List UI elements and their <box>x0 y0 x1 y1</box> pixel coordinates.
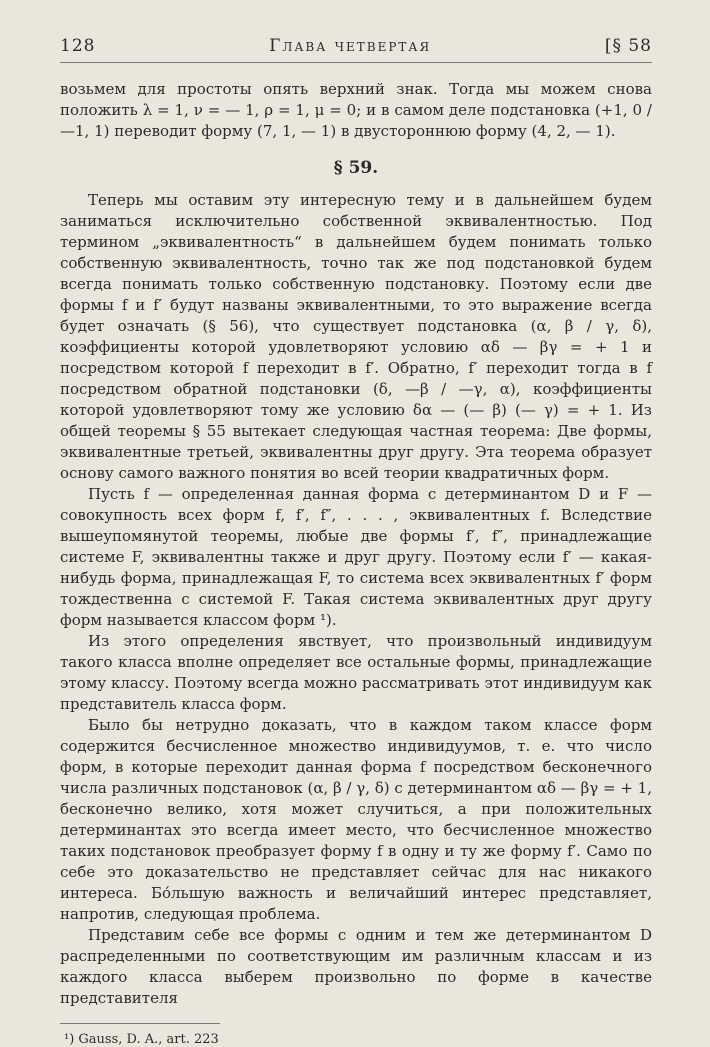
page-number: 128 <box>60 36 96 56</box>
footnote: ¹) Gauss, D. A., art. 223 <box>64 1032 219 1047</box>
paragraph-problem: Представим себе все формы с одним и тем же детерминантом D распределенными по соответствующим им различным классам и из каждого класса выберем произвольно по форме в качестве представителя <box>60 926 652 1007</box>
paragraph-equivalence: Теперь мы оставим эту интересную тему и в дальнейшем будем заниматься исключительно собственной эквивалентностью. Под термином „эквивалентность“ в дальнейшем будем понимать только собственную эквивалентность, точно так же под подстановкой будем всегда понимать только собственную подстановку. Поэтому если две формы f и f′ будут названы эквивалентными, то это выражение всегда будет означать (§ 56), что существует подстановка (α, β / γ, δ), коэффициенты которой удовлетворяют условию αδ — βγ = + 1 и посредством которой f переходит в f′. Обратно, f′ переходит тогда в f посредством обратной подстановки (δ, —β / —γ, α), коэффициенты которой удовлетворяют тому же условию δα — (— β) (— γ) = + 1. Из общей теоремы § 55 вытекает следующая частная теорема: Две формы, эквивалентные третьей, эквивалентны друг другу. Эта теорема образует основу самого важного понятия во всей теории квадратичных форм. <box>60 191 652 482</box>
paragraph-class-definition: Пусть f — определенная данная форма с детерминантом D и F — совокупность всех форм f, f′, f″, . . . , эквивалентных f. Вследствие вышеупомянутой теоремы, любые две формы f′, f″, принадлежащие системе F, эквивалентны также и друг другу. Поэтому если f′ — какая-нибудь форма, принадлежащая F, то система всех эквивалентных f′ форм тождественна с системой F. Такая система эквивалентных друг другу форм называется классом форм ¹). <box>60 485 652 629</box>
section-reference: [§ 58 <box>604 36 652 56</box>
section-heading: § 59. <box>333 158 379 178</box>
page-header <box>60 36 652 63</box>
paragraph-continuation: возьмем для простоты опять верхний знак. Тогда мы можем снова положить λ = 1, ν = — 1, ρ = 1, μ = 0; и в самом деле подстановка (+1, 0 / —1, 1) переводит форму (7, 1, — 1) в двустороннюю форму (4, 2, — 1). <box>60 80 652 140</box>
chapter-title: Глава четвертая <box>269 36 432 56</box>
paragraph-representative: Из этого определения явствует, что произвольный индивидуум такого класса вполне определяет все остальные формы, принадлежащие этому классу. Поэтому всегда можно рассматривать этот индивидуум как представитель класса форм. <box>60 632 652 713</box>
footnote-divider <box>60 1023 220 1024</box>
paragraph-infinite-forms: Было бы нетрудно доказать, что в каждом таком классе форм содержится бесчисленное множество индивидуумов, т. е. что число форм, в которые переходит данная форма f посредством бесконечного числа различных подстановок (α, β / γ, δ) с детерминантом αδ — βγ = + 1, бесконечно велико, хотя может случиться, а при положительных детерминантах это всегда имеет место, что бесчисленное множество таких подстановок преобразует форму f в одну и ту же форму f′. Само по себе это доказательство не представляет сейчас для нас никакого интереса. Бо́льшую важность и величайший интерес представляет, напротив, следующая проблема. <box>60 716 652 923</box>
